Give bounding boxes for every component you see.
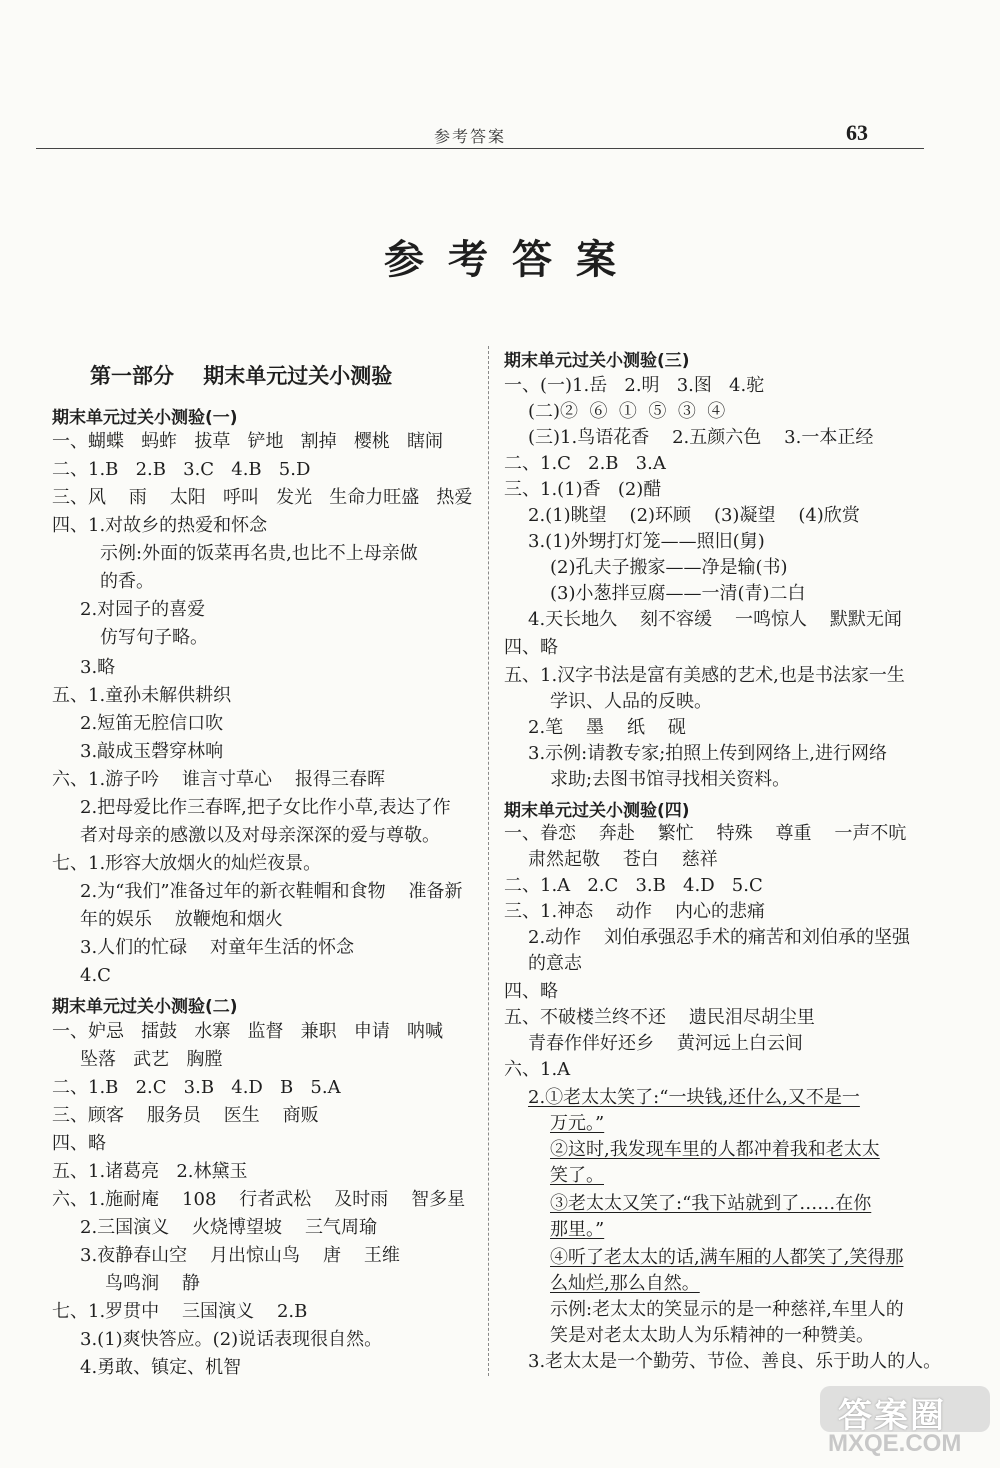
answer-line: 二、1.C 2.B 3.A bbox=[504, 453, 666, 474]
page-number: 63 bbox=[846, 120, 868, 145]
answer-line: 五、1.汉字书法是富有美感的艺术,也是书法家一生 bbox=[504, 665, 905, 686]
answer-line: 五、1.诸葛亮 2.林黛玉 bbox=[52, 1161, 248, 1182]
underlined-answer-line: ②这时,我发现车里的人都冲着我和老太太 bbox=[550, 1139, 880, 1160]
answer-line: 七、1.形容大放烟火的灿烂夜景。 bbox=[52, 853, 322, 874]
answer-line: 的意志 bbox=[528, 953, 582, 974]
answer-line: 3.夜静春山空 月出惊山鸟 唐 王维 bbox=[80, 1245, 400, 1266]
section-title-1: 期末单元过关小测验(一) bbox=[52, 408, 238, 428]
section-title-2: 期末单元过关小测验(二) bbox=[52, 997, 238, 1017]
answer-line: 3.(1)外甥打灯笼——照旧(舅) bbox=[528, 531, 765, 552]
underlined-answer-line: 么灿烂,那么自然。 bbox=[550, 1273, 700, 1294]
underlined-answer-line: 那里。” bbox=[550, 1219, 605, 1240]
answer-line: 2.短笛无腔信口吹 bbox=[80, 713, 224, 734]
answer-line: 3.敲成玉磬穿林响 bbox=[80, 741, 224, 762]
answer-line: 四、1.对故乡的热爱和怀念 bbox=[52, 515, 268, 536]
answer-line: 鸟鸣涧 静 bbox=[105, 1273, 200, 1294]
answer-line: 3.老太太是一个勤劳、节俭、善良、乐于助人的人。 bbox=[528, 1351, 942, 1372]
answer-line: 学识、人品的反映。 bbox=[550, 691, 712, 712]
answer-line: 仿写句子略。 bbox=[100, 627, 208, 648]
section-title-3: 期末单元过关小测验(三) bbox=[504, 351, 690, 371]
answer-line: 六、1.施耐庵 108 行者武松 及时雨 智多星 bbox=[52, 1189, 466, 1210]
answer-line: 四、略 bbox=[504, 981, 558, 1002]
part-title: 第一部分 期末单元过关小测验 bbox=[90, 364, 393, 388]
header-title: 参考答案 bbox=[433, 127, 506, 146]
answer-line: 青春作伴好还乡 黄河远上白云间 bbox=[528, 1033, 803, 1054]
answer-line: 三、1.神态 动作 内心的悲痛 bbox=[504, 901, 765, 922]
answer-line: 二、1.B 2.C 3.B 4.D B 5.A bbox=[52, 1077, 341, 1098]
answer-line: 3.(1)爽快答应。(2)说话表现很自然。 bbox=[80, 1329, 383, 1350]
answer-line: 3.示例:请教专家;拍照上传到网络上,进行网络 bbox=[528, 743, 888, 764]
answer-line: 2.笔 墨 纸 砚 bbox=[528, 717, 686, 738]
answer-line: 2.三国演义 火烧博望坡 三气周瑜 bbox=[80, 1217, 377, 1238]
answer-line: 2.动作 刘伯承强忍手术的痛苦和刘伯承的坚强 bbox=[528, 927, 911, 948]
answer-line: 五、1.童孙未解供耕织 bbox=[52, 685, 232, 706]
answer-line: 示例:老太太的笑显示的是一种慈祥,车里人的 bbox=[550, 1299, 904, 1320]
answer-line: 二、1.B 2.B 3.C 4.B 5.D bbox=[52, 459, 311, 480]
underlined-answer-line: ④听了老太太的话,满车厢的人都笑了,笑得那 bbox=[550, 1247, 904, 1268]
answer-line: 七、1.罗贯中 三国演义 2.B bbox=[52, 1301, 308, 1322]
answer-line: 示例:外面的饭菜再名贵,也比不上母亲做 bbox=[100, 543, 418, 564]
answer-line: 2.为“我们”准备过年的新衣鞋帽和食物 准备新 bbox=[80, 881, 463, 902]
answer-line: 2.(1)眺望 (2)环顾 (3)凝望 (4)欣赏 bbox=[528, 505, 860, 526]
section-title-4: 期末单元过关小测验(四) bbox=[504, 801, 690, 821]
answer-line: 一、妒忌 擂鼓 水寨 监督 兼职 申请 呐喊 bbox=[52, 1021, 443, 1042]
answer-line: 二、1.A 2.C 3.B 4.D 5.C bbox=[504, 875, 763, 896]
answer-line: 一、蝴蝶 蚂蚱 拔草 铲地 割掉 樱桃 瞎闹 bbox=[52, 431, 443, 452]
answer-line: 坠落 武艺 胸膛 bbox=[80, 1049, 223, 1070]
watermark-logo bbox=[820, 1386, 990, 1462]
answer-line: 4.天长地久 刻不容缓 一鸣惊人 默默无闻 bbox=[528, 609, 902, 630]
column-divider bbox=[488, 346, 489, 1376]
answer-line: 六、1.游子吟 谁言寸草心 报得三春晖 bbox=[52, 769, 385, 790]
underlined-answer-line: 万元。” bbox=[550, 1113, 605, 1134]
answer-line: 求助;去图书馆寻找相关资料。 bbox=[550, 769, 791, 790]
answer-line: 四、略 bbox=[52, 1133, 106, 1154]
underlined-answer-line: 2.①老太太笑了:“一块钱,还什么,又不是一 bbox=[528, 1087, 860, 1108]
answer-line: 四、略 bbox=[504, 637, 558, 658]
answer-line: 4.勇敢、镇定、机智 bbox=[80, 1357, 242, 1378]
answer-line: 年的娱乐 放鞭炮和烟火 bbox=[80, 909, 283, 930]
answer-line: (2)孔夫子搬家——净是输(书) bbox=[550, 557, 788, 578]
answer-line: 五、不破楼兰终不还 遗民泪尽胡尘里 bbox=[504, 1007, 815, 1028]
watermark-text: 答案圈 bbox=[838, 1396, 946, 1436]
watermark-url: MXQE.COM bbox=[828, 1430, 962, 1457]
answer-line: 三、风 雨 太阳 呼叫 发光 生命力旺盛 热爱 bbox=[52, 487, 473, 508]
answer-line: 三、1.(1)香 (2)醋 bbox=[504, 479, 662, 500]
answer-line: 2.把母爱比作三春晖,把子女比作小草,表达了作 bbox=[80, 797, 451, 818]
answer-line: 的香。 bbox=[100, 571, 154, 592]
header-divider bbox=[36, 148, 924, 149]
underlined-answer-line: ③老太太又笑了:“我下站就到了……在你 bbox=[550, 1193, 872, 1214]
answer-line: 者对母亲的感激以及对母亲深深的爱与尊敬。 bbox=[80, 825, 440, 846]
answer-line: 2.对园子的喜爱 bbox=[80, 599, 206, 620]
underlined-answer-line: 笑了。 bbox=[550, 1165, 604, 1186]
answer-line: (三)1.鸟语花香 2.五颜六色 3.一本正经 bbox=[528, 427, 874, 448]
answer-line: 六、1.A bbox=[504, 1059, 571, 1080]
answer-line: 三、顾客 服务员 医生 商贩 bbox=[52, 1105, 319, 1126]
answer-line: 一、(一)1.岳 2.明 3.图 4.驼 bbox=[504, 375, 765, 396]
answer-line: 肃然起敬 苍白 慈祥 bbox=[528, 849, 718, 870]
answer-line: 一、眷恋 奔赴 繁忙 特殊 尊重 一声不吭 bbox=[504, 823, 907, 844]
page-title: 参考答案 bbox=[384, 237, 640, 283]
answer-line: (二)② ⑥ ① ⑤ ③ ④ bbox=[528, 401, 726, 422]
answer-line: (3)小葱拌豆腐——一清(青)二白 bbox=[550, 583, 806, 604]
answer-line: 3.人们的忙碌 对童年生活的怀念 bbox=[80, 937, 355, 958]
answer-line: 3.略 bbox=[80, 657, 116, 678]
answer-line: 4.C bbox=[80, 965, 111, 986]
answer-line: 笑是对老太太助人为乐精神的一种赞美。 bbox=[550, 1325, 874, 1346]
